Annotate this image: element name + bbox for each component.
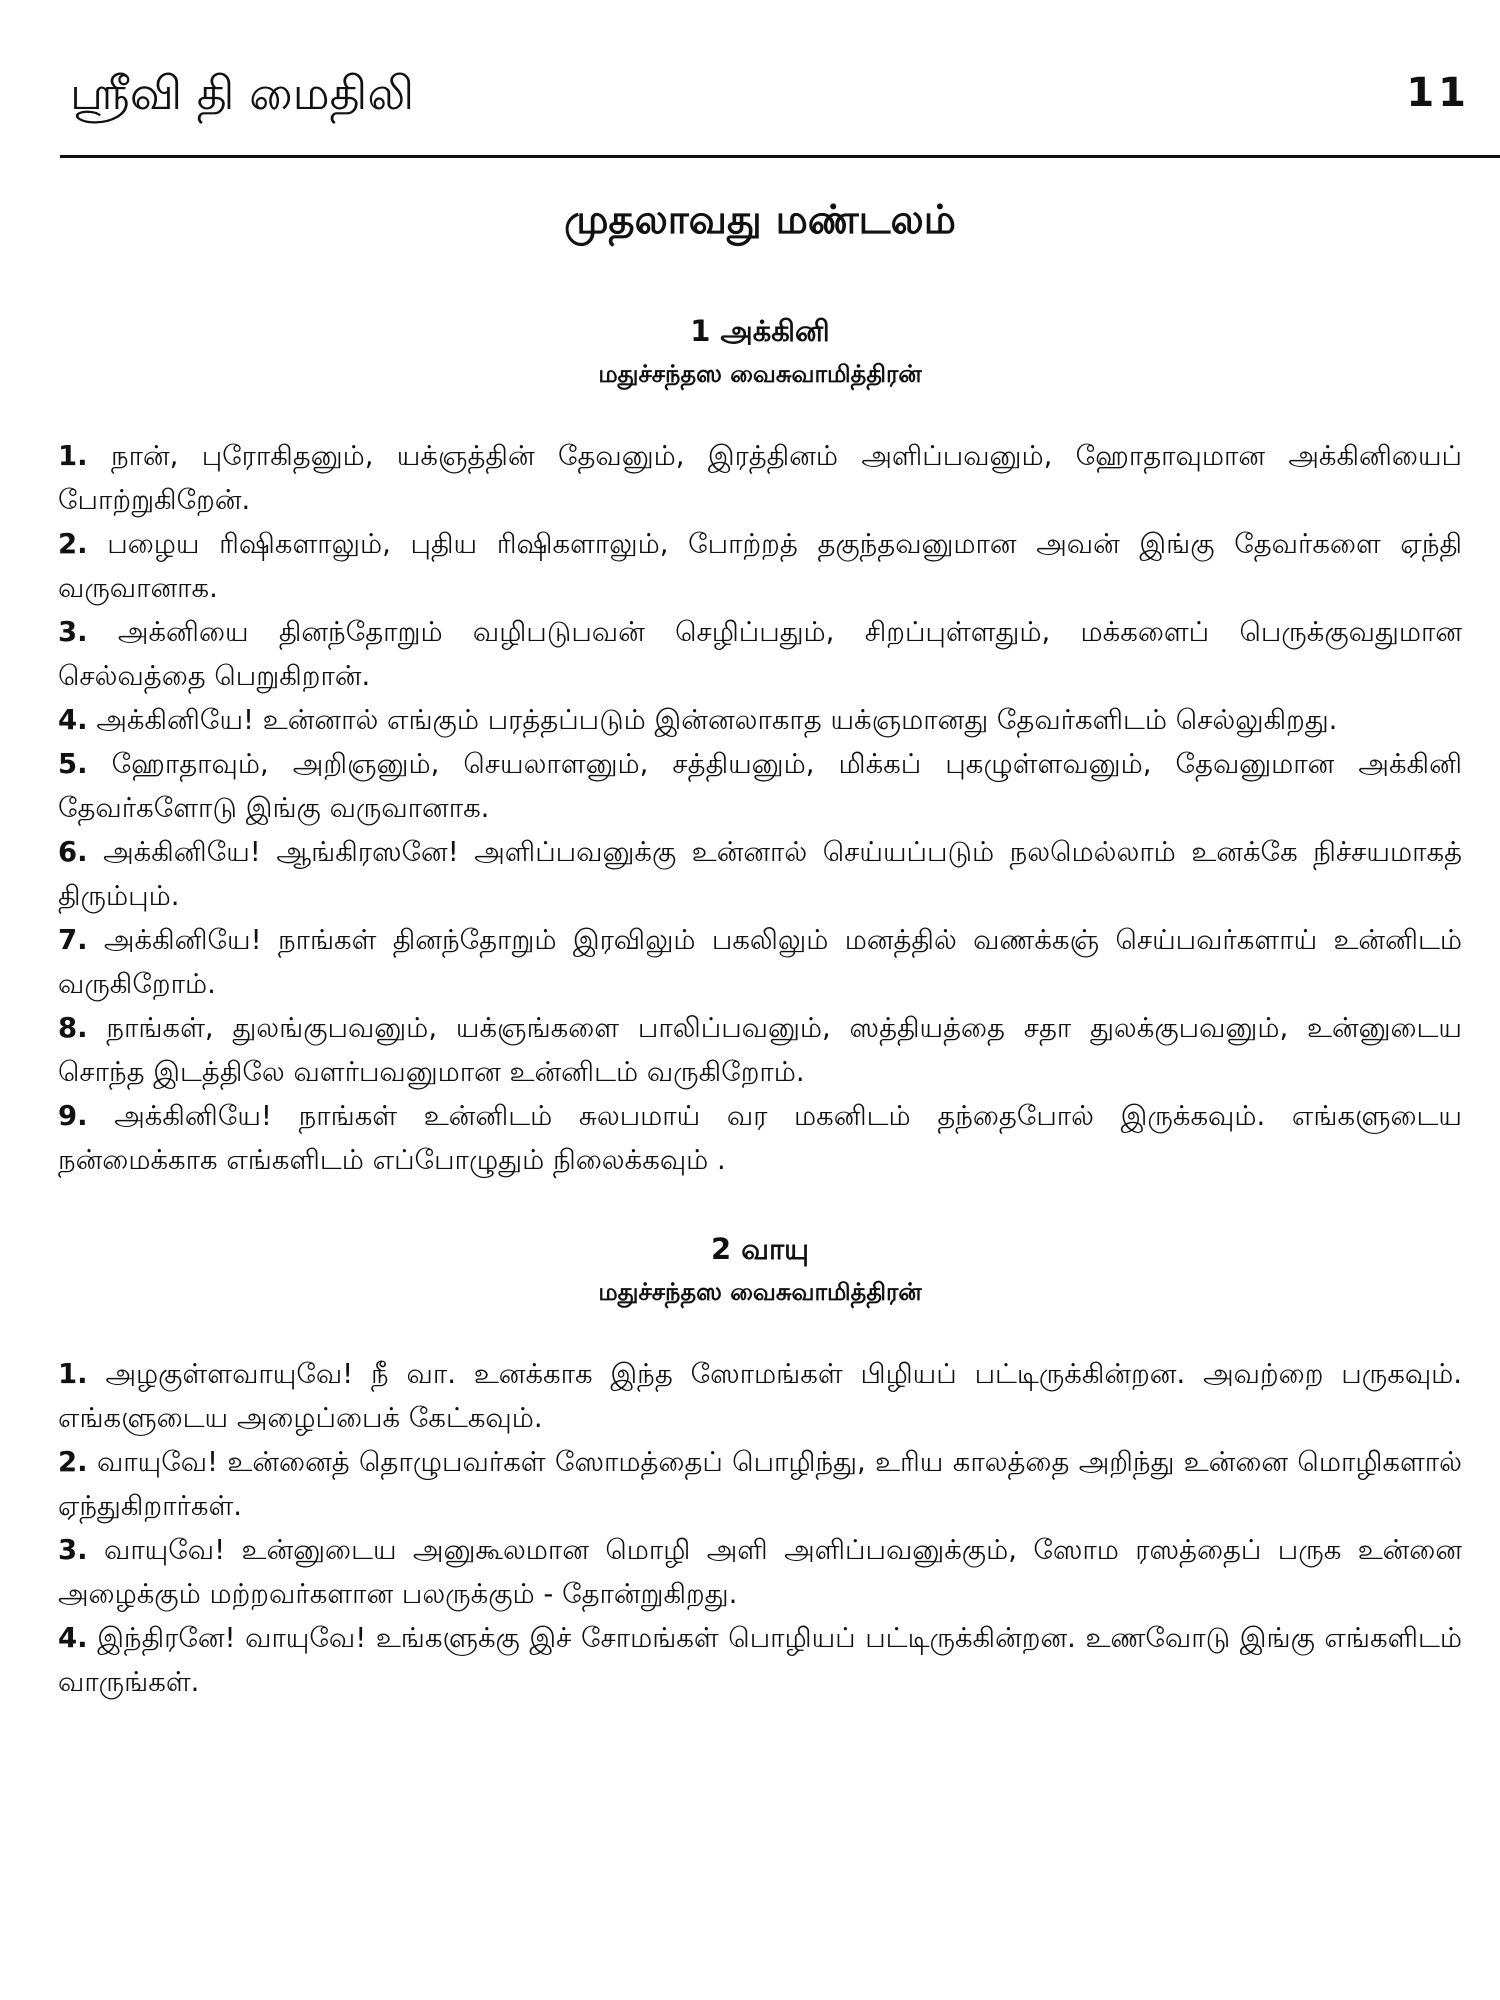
verse-text: அழகுள்ளவாயுவே! நீ வா. உனக்காக இந்த ஸோமங்கள் பிழியப் பட்டிருக்கின்றன. அவற்றை பருகவும். எங்களுடைய அழைப்பைக் கேட்கவும்.: [58, 1358, 1463, 1434]
verse-text: அக்கினியே! நாங்கள் உன்னிடம் சுலபமாய் வர மகனிடம் தந்தைபோல் இருக்கவும். எங்களுடைய நன்மைக்காக எங்களிடம் எப்போழுதும் நிலைக்கவும் .: [58, 1100, 1462, 1176]
hymn-heading: 1 அக்கினி: [690, 314, 830, 348]
verse-number: 1.: [58, 1358, 88, 1390]
verse-text: நான், புரோகிதனும், யக்ஞத்தின் தேவனும், இரத்தினம் அளிப்பவனும், ஹோதாவுமான அக்கினியைப் போற்றுகிறேன்.: [58, 440, 1462, 516]
verse-text: அக்கினியே! நாங்கள் தினந்தோறும் இரவிலும் பகலிலும் மனத்தில் வணக்கஞ் செய்பவர்களாய் உன்னிடம் வருகிறோம்.: [58, 924, 1463, 1000]
header-divider: [60, 155, 1500, 158]
section-spacer: [58, 1182, 1462, 1226]
verse-number: 5.: [58, 748, 88, 780]
verse-text: ஹோதாவும், அறிஞனும், செயலாளனும், சத்தியனும், மிக்கப் புகழுள்ளவனும், தேவனுமான அக்கினி தேவர்களோடு இங்கு வருவானாக.: [58, 748, 1462, 824]
verse-text: வாயுவே! உன்னுடைய அனுகூலமான மொழி அளி அளிப்பவனுக்கும், ஸோம ரஸத்தைப் பருக உன்னை அழைக்கும் மற்றவர்களான பலருக்கும் - தோன்றுகிறது.: [58, 1534, 1462, 1610]
page-number: 11: [1406, 70, 1470, 116]
verse: [58, 1616, 1462, 1704]
hymn-section: [58, 308, 1462, 1182]
verse: [58, 1352, 1462, 1440]
verse-text: பழைய ரிஷிகளாலும், புதிய ரிஷிகளாலும், போற்றத் தகுந்தவனுமான அவன் இங்கு தேவர்களை ஏந்தி வருவானாக.: [58, 528, 1462, 604]
verse-number: 1.: [58, 440, 88, 472]
running-header-title: ஸ்ரீவி தி மைதிலி: [70, 66, 415, 120]
verse: [58, 610, 1462, 698]
verse-text: அக்னியை தினந்தோறும் வழிபடுபவன் செழிப்பதும், சிறப்புள்ளதும், மக்களைப் பெருக்குவதுமான செல்வத்தை பெறுகிறான்.: [58, 616, 1462, 692]
verse: [58, 1528, 1462, 1616]
verse-number: 7.: [58, 924, 88, 956]
verse-number: 3.: [58, 616, 88, 648]
verse-number: 6.: [58, 836, 88, 868]
verse: [58, 1094, 1462, 1182]
verse-text: வாயுவே! உன்னைத் தொழுபவர்கள் ஸோமத்தைப் பொழிந்து, உரிய காலத்தை அறிந்து உன்னை மொழிகளால் ஏந்துகிறார்கள்.: [58, 1446, 1462, 1522]
verse: [58, 830, 1462, 918]
running-header: [70, 58, 1470, 128]
verse: [58, 1440, 1462, 1528]
verse-text: நாங்கள், துலங்குபவனும், யக்ஞங்களை பாலிப்பவனும், ஸத்தியத்தை சதா துலக்குபவனும், உன்னுடைய சொந்த இடத்திலே வளர்பவனுமான உன்னிடம் வருகிறோம்.: [58, 1012, 1462, 1088]
verse-text: அக்கினியே! ஆங்கிரஸனே! அளிப்பவனுக்கு உன்னால் செய்யப்படும் நலமெல்லாம் உனக்கே நிச்சயமாகத் திரும்பும்.: [58, 836, 1462, 912]
hymn-author: மதுச்சந்தஸ வைசுவாமித்திரன்: [598, 360, 922, 388]
hymn-author: மதுச்சந்தஸ வைசுவாமித்திரன்: [598, 1278, 922, 1306]
verse-number: 3.: [58, 1534, 88, 1566]
verse: [58, 698, 1462, 742]
hymn-heading: 2 வாயு: [710, 1232, 810, 1266]
verse-number: 2.: [58, 528, 88, 560]
verse-number: 4.: [58, 1622, 88, 1654]
verse-number: 4.: [58, 704, 88, 736]
verse: [58, 742, 1462, 830]
verse-number: 9.: [58, 1100, 88, 1132]
verse-text: அக்கினியே! உன்னால் எங்கும் பரத்தப்படும் இன்னலாகாத யக்ஞமானது தேவர்களிடம் செல்லுகிறது.: [96, 704, 1338, 736]
verse: [58, 522, 1462, 610]
verse: [58, 918, 1462, 1006]
verse: [58, 434, 1462, 522]
mandala-title: முதலாவது மண்டலம்: [564, 197, 956, 243]
page-content: [58, 190, 1462, 1704]
verse-number: 8.: [58, 1012, 88, 1044]
verse: [58, 1006, 1462, 1094]
verse-number: 2.: [58, 1446, 88, 1478]
hymn-section: [58, 1226, 1462, 1704]
verse-text: இந்திரனே! வாயுவே! உங்களுக்கு இச் சோமங்கள் பொழியப் பட்டிருக்கின்றன. உணவோடு இங்கு எங்களிடம் வாருங்கள்.: [58, 1622, 1462, 1698]
